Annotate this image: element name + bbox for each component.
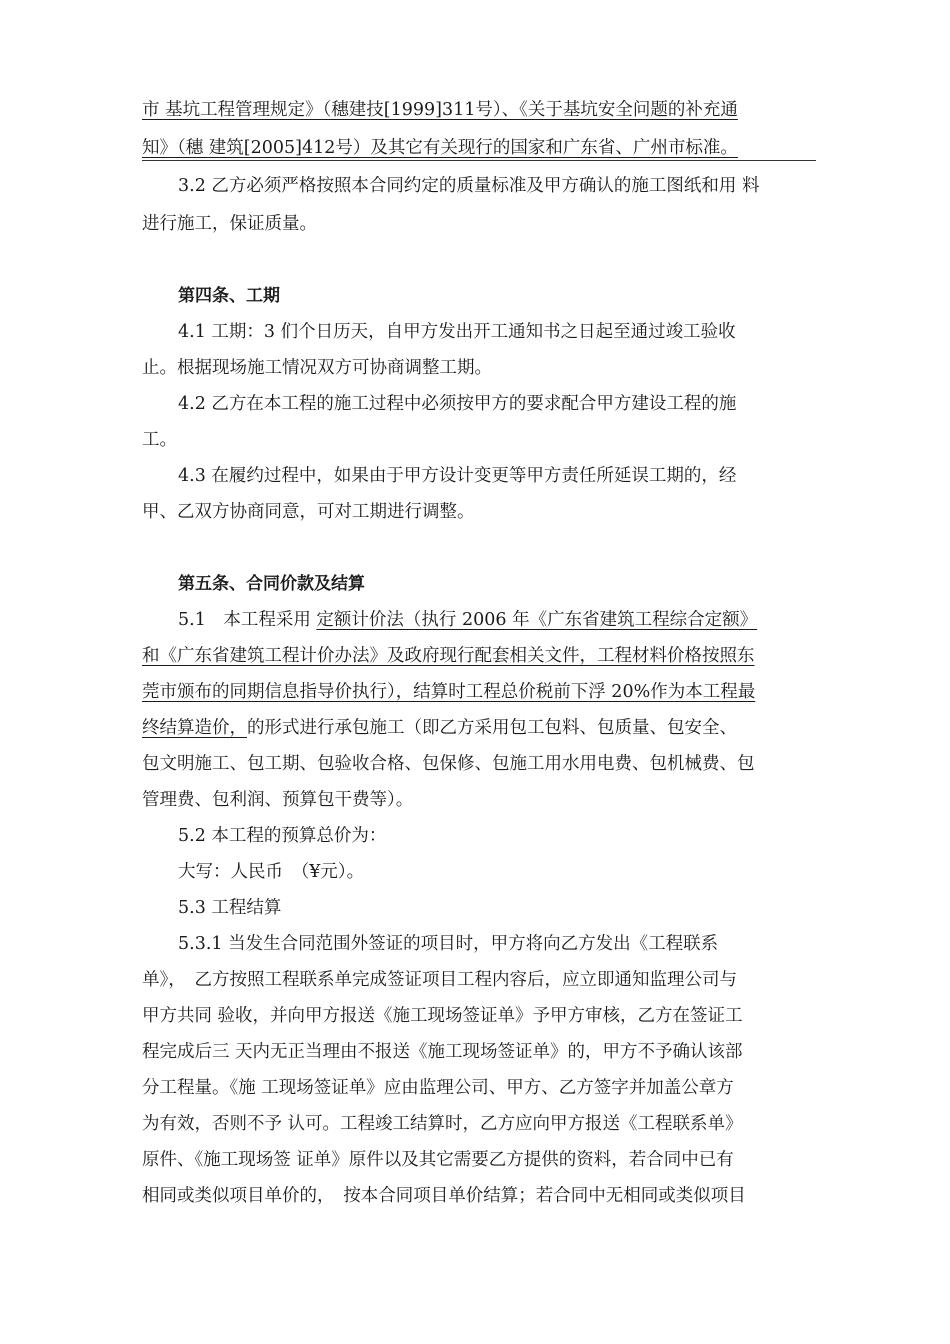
horizontal-rule — [142, 160, 816, 161]
text-line-16 — [142, 716, 737, 740]
text-line-29: 相同或类似项目单价的， 按本合同项目单价结算；若合同中无相同或类似项目 — [142, 1186, 746, 1206]
text-line-25: 程完成后三 天内无正当理由不报送《施工现场签证单》的，甲方不予确认该部 — [142, 1042, 743, 1062]
text-line-17: 包文明施工、包工期、包验收合格、包保修、包施工用水用电费、包机械费、包 — [142, 754, 755, 774]
text-line-23: 单》， 乙方按照工程联系单完成签证项目工程内容后，应立即通知监理公司与 — [142, 970, 737, 990]
text-line-28: 原件、《施工现场签 证单》原件以及其它需要乙方提供的资料，若合同中已有 — [142, 1150, 734, 1170]
text-line-2: 知》（穗 建筑[2005]412号）及其它有关现行的国家和广东省、广州市标准。 — [142, 138, 738, 158]
clause-prefix: 5.1 本工程采用 — [178, 610, 317, 630]
underlined-clause-end: 终结算造价， — [142, 718, 247, 738]
text-line-13 — [178, 608, 757, 632]
text-line-19: 5.2 本工程的预算总价为： — [178, 826, 387, 846]
section-heading-5: 第五条、合同价款及结算 — [178, 574, 365, 594]
underlined-clause: 定额计价法（执行 2006 年《广东省建筑工程综合定额》 — [316, 610, 758, 630]
text-line-27: 为有效，否则不予 认可。工程竣工结算时，乙方应向甲方报送《工程联系单》 — [142, 1114, 743, 1134]
section-heading-4: 第四条、工期 — [178, 286, 280, 306]
text-line-3: 3.2 乙方必须严格按照本合同约定的质量标准及甲方确认的施工图纸和用 料 — [178, 176, 760, 196]
text-line-24: 甲方共同 验收，并向甲方报送《施工现场签证单》予甲方审核，乙方在签证工 — [142, 1006, 743, 1026]
text-line-21: 5.3 工程结算 — [178, 898, 282, 918]
text-line-18: 管理费、包利润、预算包干费等）。 — [142, 790, 414, 810]
text-line-14: 和《广东省建筑工程计价办法》及政府现行配套相关文件，工程材料价格按照东 — [142, 646, 755, 666]
text-line-7: 止。根据现场施工情况双方可协商调整工期。 — [142, 358, 492, 378]
text-line-6: 4.1 工期：3 们个日历天，自甲方发出开工通知书之日起至通过竣工验收 — [178, 322, 736, 342]
clause-suffix: 的形式进行承包施工（即乙方采用包工包料、包质量、包安全、 — [247, 718, 737, 738]
text-line-22: 5.3.1 当发生合同范围外签证的项目时，甲方将向乙方发出《工程联系 — [178, 934, 719, 954]
text-line-15: 莞市颁布的同期信息指导价执行），结算时工程总价税前下浮 20%作为本工程最 — [142, 682, 756, 702]
text-line-4: 进行施工，保证质量。 — [142, 214, 317, 234]
text-line-26: 分工程量。《施 工现场签证单》应由监理公司、甲方、乙方签字并加盖公章方 — [142, 1078, 734, 1098]
text-line-1: 市 基坑工程管理规定》（穗建技[1999]311号）、《关于基坑安全问题的补充通 — [142, 100, 738, 120]
text-line-9: 工。 — [142, 430, 177, 450]
text-line-8: 4.2 乙方在本工程的施工过程中必须按甲方的要求配合甲方建设工程的施 — [178, 394, 737, 414]
text-line-11: 甲、乙双方协商同意，可对工期进行调整。 — [142, 502, 475, 522]
text-line-10: 4.3 在履约过程中，如果由于甲方设计变更等甲方责任所延误工期的，经 — [178, 466, 737, 486]
text-line-20: 大写：人民币 （¥元）。 — [178, 862, 365, 882]
